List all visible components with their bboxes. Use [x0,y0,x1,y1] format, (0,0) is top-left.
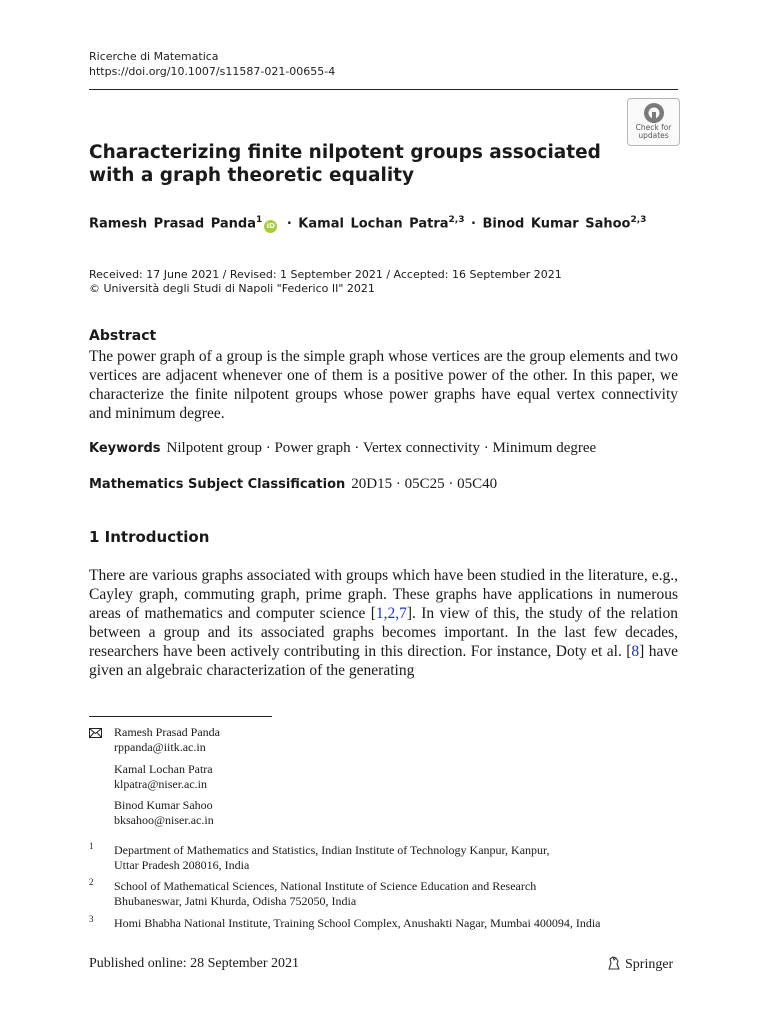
citation-link[interactable]: 1 [375,605,384,622]
author-name[interactable]: Ramesh Prasad Panda [89,216,257,232]
abstract-heading: Abstract [89,328,157,344]
citation-link[interactable]: 2 [387,605,396,622]
crossmark-icon [643,102,665,124]
abstract-text: The power graph of a group is the simple graph whose vertices are the group elements and two vertices are adjacent whenever one of them is a positive power of the other. In this paper, we characterize the finite nilpotent groups whose power graphs have equal vertex connectivity and minimum degree. [89,348,678,422]
contact-email[interactable]: rppanda@iitk.ac.in [114,740,206,754]
author-affiliation-marker: 2,3 [448,215,465,225]
contact-block [114,798,214,828]
dates-line: Received: 17 June 2021 / Revised: 1 September 2021 / Accepted: 16 September 2021 [89,268,562,281]
badge-line-1: Check for [635,123,672,132]
contact-name: Ramesh Prasad Panda [114,725,220,739]
affiliation-line: Uttar Pradesh 208016, India [114,858,250,872]
author-list [89,211,646,233]
orcid-icon[interactable]: iD [264,220,277,233]
affiliation-number: 1 [89,841,94,851]
msc-label: Mathematics Subject Classification [89,477,346,492]
keywords-text: Nilpotent group · Power graph · Vertex connectivity · Minimum degree [166,440,597,456]
section-title: Introduction [104,528,210,546]
paper-title: Characterizing finite nilpotent groups associated with a graph theoretic equality [89,142,601,186]
citation-link[interactable]: 8 [631,643,640,660]
contact-block [114,762,213,792]
contact-name: Kamal Lochan Patra [114,762,213,776]
publication-history [89,268,562,296]
intro-text: ] have given an algebraic characterization of the generating [89,643,679,679]
affiliation-line: School of Mathematical Sciences, National Institute of Science Education and Research [114,879,537,893]
citation-link[interactable]: 7 [399,605,407,622]
contact-email[interactable]: klpatra@niser.ac.in [114,777,208,791]
contact-email[interactable]: bksahoo@niser.ac.in [114,813,214,827]
section-heading [89,528,209,546]
author-affiliation-marker: 1 [256,215,263,225]
intro-text: There are various graphs associated with groups which have been studied in the literature, e.g., Cayley graph, commuting graph, prime graph. These graphs have applications in numerous areas of mathematics and computer science [ [89,567,678,622]
msc-classification [89,476,497,493]
journal-doi[interactable]: https://doi.org/10.1007/s11587-021-00655-4 [89,65,336,78]
affiliation [114,879,536,909]
keywords-label: Keywords [89,441,161,456]
author-separator: · [286,216,292,232]
badge-line-2: updates [638,131,669,140]
journal-header [89,49,335,79]
msc-text: 20D15 · 05C25 · 05C40 [351,476,498,492]
introduction-paragraph [89,566,678,680]
published-online: Published online: 28 September 2021 [89,956,299,971]
affiliation-line: Bhubaneswar, Jatni Khurda, Odisha 752050, India [114,894,357,908]
contact-block [114,725,220,755]
affiliation-line: Homi Bhabha National Institute, Training School Complex, Anushakti Nagar, Mumbai 400094, India [114,916,601,930]
affiliation [114,916,600,931]
author-name[interactable]: Binod Kumar Sahoo [482,216,631,232]
citation-separator: , [383,605,388,622]
affiliation [114,843,550,873]
citation-separator: , [395,605,400,622]
publisher-logo[interactable] [606,955,673,973]
header-rule [89,89,678,90]
journal-name: Ricerche di Matematica [89,50,219,63]
contact-name: Binod Kumar Sahoo [114,798,213,812]
keywords [89,440,596,457]
author-separator: · [471,216,476,232]
affiliation-number: 2 [89,877,94,887]
affiliation-number: 3 [89,914,94,924]
author-affiliation-marker: 2,3 [630,215,647,225]
publisher-name: Springer [625,957,674,972]
affiliation-line: Department of Mathematics and Statistics, Indian Institute of Technology Kanpur, Kanpur, [114,843,550,857]
copyright-line: © Università degli Studi di Napoli "Federico II" 2021 [89,282,375,295]
envelope-icon [89,728,102,738]
check-for-updates-badge[interactable] [627,98,680,146]
author-name[interactable]: Kamal Lochan Patra [298,216,449,232]
footnote-rule [89,716,272,717]
intro-text: ]. In view of this, the study of the relation between a group and its associated graphs becomes important. In the last few decades, researchers have been actively contributing in this direction. For instance, Doty et al. [ [89,605,678,660]
section-number: 1 [89,528,100,546]
springer-horse-icon [606,955,622,971]
